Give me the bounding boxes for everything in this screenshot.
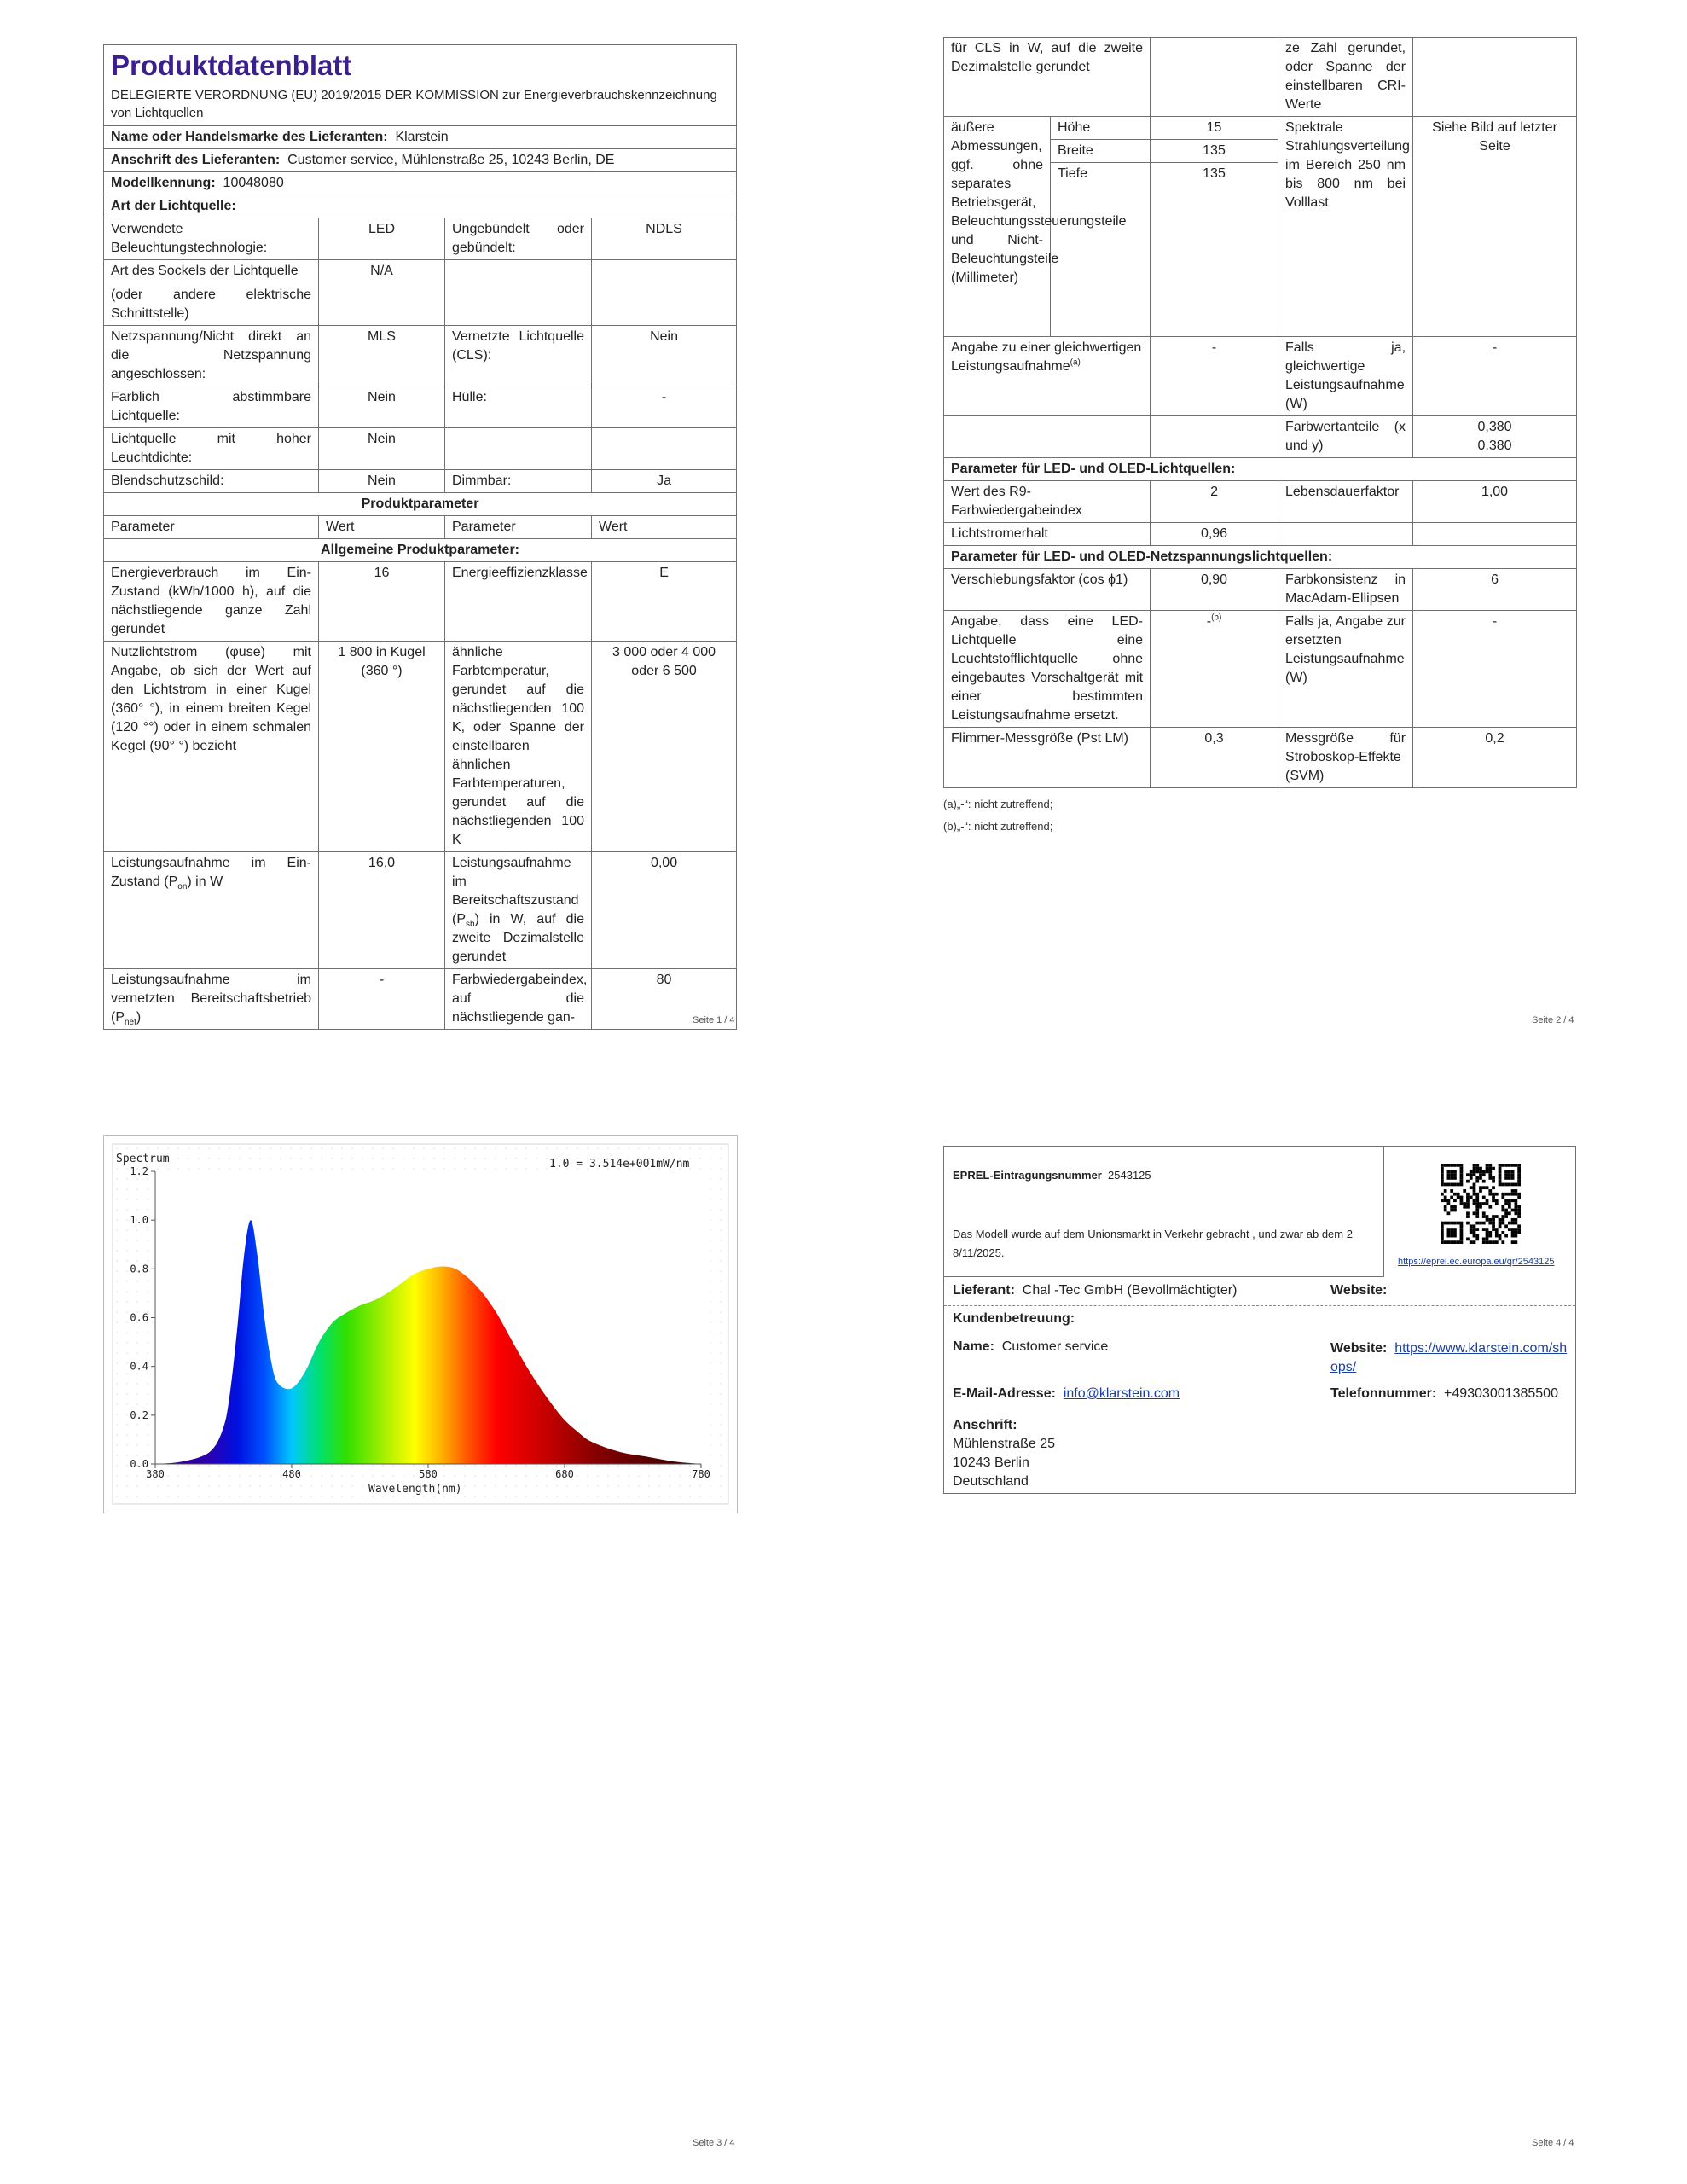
mains-params-heading: Parameter für LED- und OLED-Netzspannungslichtquellen: [944,546,1577,569]
x-tick-label: 580 [419,1468,438,1480]
footnote-b: (b)„-“: nicht zutreffend; [943,820,1053,833]
table-row: Leistungsaufnahme im vernetzten Bereitschaftsbetrieb $(P_{net})$ - Farbwiedergabeindex, auf die nächstliegende gan- 80 [104,969,737,1030]
eprel-label: EPREL-Eintragungsnummer [953,1169,1102,1182]
email-label: E-Mail-Adresse: [953,1386,1056,1401]
page-title: Produktdatenblatt [111,49,352,81]
footnote-a: (a)„-“: nicht zutreffend; [943,798,1053,810]
type-heading: Art der Lichtquelle: [104,195,737,218]
qr-code [1441,1164,1521,1244]
table-row: Blendschutzschild: Nein Dimmbar: Ja [104,470,737,493]
phone-label: Telefonnummer: [1330,1386,1437,1401]
table-row: Art des Sockels der Lichtquelle (oder andere elektrische Schnittstelle) N/A [104,260,737,326]
supplier-name: Klarstein [395,130,449,144]
y-tick-label: 0.2 [130,1409,148,1421]
phone-value: +49303001385500 [1444,1386,1558,1401]
product-params-heading: Produktparameter [104,493,737,516]
supplier-label: Lieferant: [953,1283,1015,1298]
table-row: für CLS in W, auf die zweite Dezimalstelle gerundet ze Zahl gerundet, oder Spanne der einstellbaren CRI-Werte [944,38,1577,117]
spectrum-svg [104,1136,737,1513]
page-number: Seite 3 / 4 [693,2138,735,2148]
table-row: Flimmer-Messgröße (Pst LM) 0,3 Messgröße für Stroboskop-Effekte (SVM) 0,2 [944,728,1577,788]
led-params-heading: Parameter für LED- und OLED-Lichtquellen: [944,458,1577,481]
table-row: Netzspannung/Nicht direkt an die Netzspannung angeschlossen: MLS Vernetzte Lichtquelle (CLS): Nein [104,326,737,386]
model-id: 10048080 [223,176,284,190]
table-row: Angabe zu einer gleichwertigen Leistungsaufnahme$^{(a)}$ - Falls ja, gleichwertige Leistungsaufnahme (W) - [944,337,1577,416]
email-link[interactable]: info@klarstein.com [1063,1386,1180,1401]
x-tick-label: 780 [692,1468,710,1480]
name-label: Name: [953,1339,994,1354]
y-tick-label: 0.4 [130,1360,148,1373]
address-line: 10243 Berlin [953,1455,1029,1470]
supplier-address: Customer service, Mühlenstraße 25, 10243 Berlin, DE [287,153,615,167]
supplier-address-label: Anschrift des Lieferanten: [111,153,281,167]
x-axis-label: Wavelength(nm) [368,1483,462,1496]
table-row: Leistungsaufnahme im Ein-Zustand $(P_{on})$ in W 16,0 Leistungsaufnahme im Bereitschaftszustand $(P_{sb})$ in W, auf die zweite Dezimalstelle gerundet 0,00 [104,852,737,969]
page-number: Seite 2 / 4 [1532,1015,1574,1025]
website-label: Website: [1330,1283,1388,1298]
y-tick-label: 1.2 [130,1165,148,1177]
y-tick-label: 1.0 [130,1214,148,1227]
website2-label: Website: [1330,1341,1388,1356]
y-tick-label: 0.0 [130,1458,148,1470]
market-text: Das Modell wurde auf dem Unionsmarkt in Verkehr gebracht , und zwar ab dem 2 8/11/2025. [953,1228,1353,1259]
page-4 [943,1146,1576,1494]
page-number: Seite 1 / 4 [693,1015,735,1025]
table-row: Breite 135 [944,140,1577,163]
chart-annotation: 1.0 = 3.514e+001mW/nm [549,1158,690,1170]
table-row: Angabe, dass eine LED-Lichtquelle eine Leuchtstofflichtquelle ohne eingebautes Vorschaltgerät mit einer bestimmten Leistungsaufnahme ersetzt. -$^{(b)}$ Falls ja, Angabe zur ersetzten Leistungsaufnahme (W) - [944,611,1577,728]
address-line: Deutschland [953,1474,1029,1489]
eprel-link[interactable]: https://eprel.ec.europa.eu/qr/2543125 [1398,1257,1555,1267]
page-number: Seite 4 / 4 [1532,2138,1574,2148]
table-row: Verwendete Beleuchtungstechnologie: LED Ungebündelt oder gebündelt: NDLS [104,218,737,260]
table-row: Lichtquelle mit hoher Leuchtdichte: Nein [104,428,737,470]
address-line: Mühlenstraße 25 [953,1437,1056,1451]
address-label: Anschrift: [953,1418,1017,1432]
general-params-heading: Allgemeine Produktparameter: [104,539,737,562]
page-2 [943,38,1576,833]
table-row: Energieverbrauch im Ein-Zustand (kWh/1000 h), auf die nächstliegende ganze Zahl gerundet 16 Energieeffizienzklasse E [104,562,737,642]
model-label: Modellkennung: [111,176,216,190]
table-row: Farbwertanteile (x und y) 0,380 0,380 [944,416,1577,458]
website-link[interactable]: https://www.klarstein.com/shops/ [1330,1341,1568,1374]
table-row: Farblich abstimmbare Lichtquelle: Nein Hülle: - [104,386,737,428]
supplier-name-label: Name oder Handelsmarke des Lieferanten: [111,130,388,144]
qr-svg [1441,1164,1521,1244]
y-tick-label: 0.6 [130,1311,148,1324]
regulation-text: DELEGIERTE VERORDNUNG (EU) 2019/2015 DER KOMMISSION zur Energieverbrauchskennzeichnung von Lichtquellen [111,88,717,120]
supplier-value: Chal -Tec GmbH (Bevollmächtigter) [1022,1283,1238,1298]
table-row: äußere Abmessungen, ggf. ohne separates Betriebsgerät, Beleuchtungssteuerungsteile und Nicht-Beleuchtungsteile (Millimeter) Höhe 15 Spektrale Strahlungsverteilung im Bereich 250 nm bis 800 nm bei Volllast Siehe Bild auf letzter Seite [944,117,1577,140]
table-row: Wert des R9-Farbwiedergabeindex 2 Lebensdauerfaktor 1,00 [944,481,1577,523]
spectrum-chart [103,1135,738,1513]
name-value: Customer service [1001,1339,1109,1354]
customer-heading: Kundenbetreuung: [953,1311,1075,1326]
table-row: Tiefe 135 [944,163,1577,337]
y-tick-label: 0.8 [130,1263,148,1275]
x-tick-label: 680 [555,1468,574,1480]
x-tick-label: 380 [146,1468,165,1480]
eprel-number: 2543125 [1108,1169,1151,1182]
table-row: Lichtstromerhalt 0,96 [944,523,1577,546]
chart-title: Spectrum [116,1153,170,1165]
table-row: Verschiebungsfaktor (cos ϕ1) 0,90 Farbkonsistenz in MacAdam-Ellipsen 6 [944,569,1577,611]
x-tick-label: 480 [282,1468,301,1480]
table-row: Nutzlichtstrom (φuse) mit Angabe, ob sich der Wert auf den Lichtstrom in einer Kugel (360° °), in einem breiten Kegel (120 °°) oder in einem schmalen Kegel (90° °) bezieht 1 800 in Kugel (360 °) ähnliche Farbtemperatur, gerundet auf die nächstliegenden 100 K, oder Spanne der einstellbaren ähnlichen Farbtemperaturen, gerundet auf die nächstliegenden 100 K 3 000 oder 4 000 oder 6 500 [104,642,737,852]
column-headers: Parameter Wert Parameter Wert [104,516,737,539]
